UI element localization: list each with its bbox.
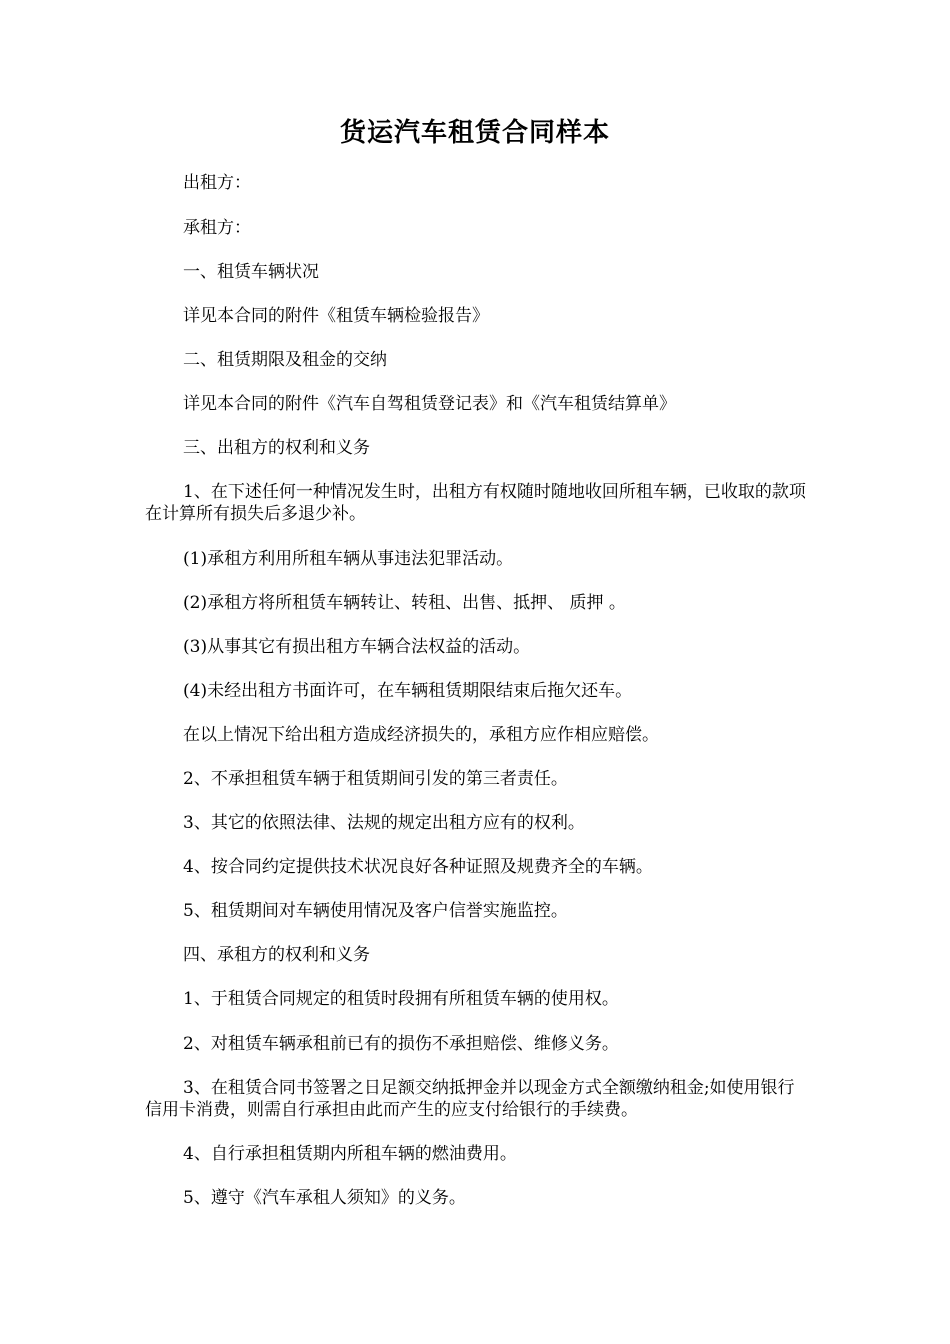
paragraph: 1、于租赁合同规定的租赁时段拥有所租赁车辆的使用权。	[183, 989, 619, 1009]
paragraph: (3)从事其它有损出租方车辆合法权益的活动。	[183, 637, 531, 657]
paragraph: 4、按合同约定提供技术状况良好各种证照及规费齐全的车辆。	[183, 857, 653, 877]
paragraph: 3、其它的依照法律、法规的规定出租方应有的权利。	[183, 813, 585, 833]
document-title: 货运汽车租赁合同样本	[339, 118, 610, 148]
paragraph: (2)承租方将所租赁车辆转让、转租、出售、抵押、 质押 。	[183, 593, 626, 613]
paragraph-lessee: 承租方：	[183, 218, 251, 238]
paragraph: 2、对租赁车辆承租前已有的损伤不承担赔偿、维修义务。	[183, 1034, 619, 1054]
paragraph: 5、租赁期间对车辆使用情况及客户信誉实施监控。	[183, 901, 568, 921]
paragraph-lessor: 出租方：	[183, 173, 251, 193]
paragraph: 5、遵守《汽车承租人须知》的义务。	[183, 1188, 466, 1208]
paragraph: 3、在租赁合同书签署之日足额交纳抵押金并以现金方式全额缴纳租金;如使用银行信用卡消费，则需自行承担由此而产生的应支付给银行的手续费。	[145, 1078, 795, 1120]
section-heading-3: 三、出租方的权利和义务	[183, 438, 370, 458]
paragraph: 详见本合同的附件《汽车自驾租赁登记表》和《汽车租赁结算单》	[183, 394, 676, 414]
section-heading-1: 一、租赁车辆状况	[183, 262, 319, 282]
section-heading-2: 二、租赁期限及租金的交纳	[183, 350, 387, 370]
section-heading-4: 四、承租方的权利和义务	[183, 945, 370, 965]
paragraph: (4)未经出租方书面许可，在车辆租赁期限结束后拖欠还车。	[183, 681, 633, 701]
paragraph: 详见本合同的附件《租赁车辆检验报告》	[183, 306, 489, 326]
paragraph: 4、自行承担租赁期内所租车辆的燃油费用。	[183, 1144, 517, 1164]
paragraph: 在以上情况下给出租方造成经济损失的，承租方应作相应赔偿。	[183, 725, 659, 745]
paragraph: (1)承租方利用所租车辆从事违法犯罪活动。	[183, 549, 514, 569]
paragraph: 1、在下述任何一种情况发生时，出租方有权随时随地收回所租车辆，已收取的款项在计算所有损失后多退少补。	[145, 482, 806, 524]
paragraph: 2、不承担租赁车辆于租赁期间引发的第三者责任。	[183, 769, 568, 789]
